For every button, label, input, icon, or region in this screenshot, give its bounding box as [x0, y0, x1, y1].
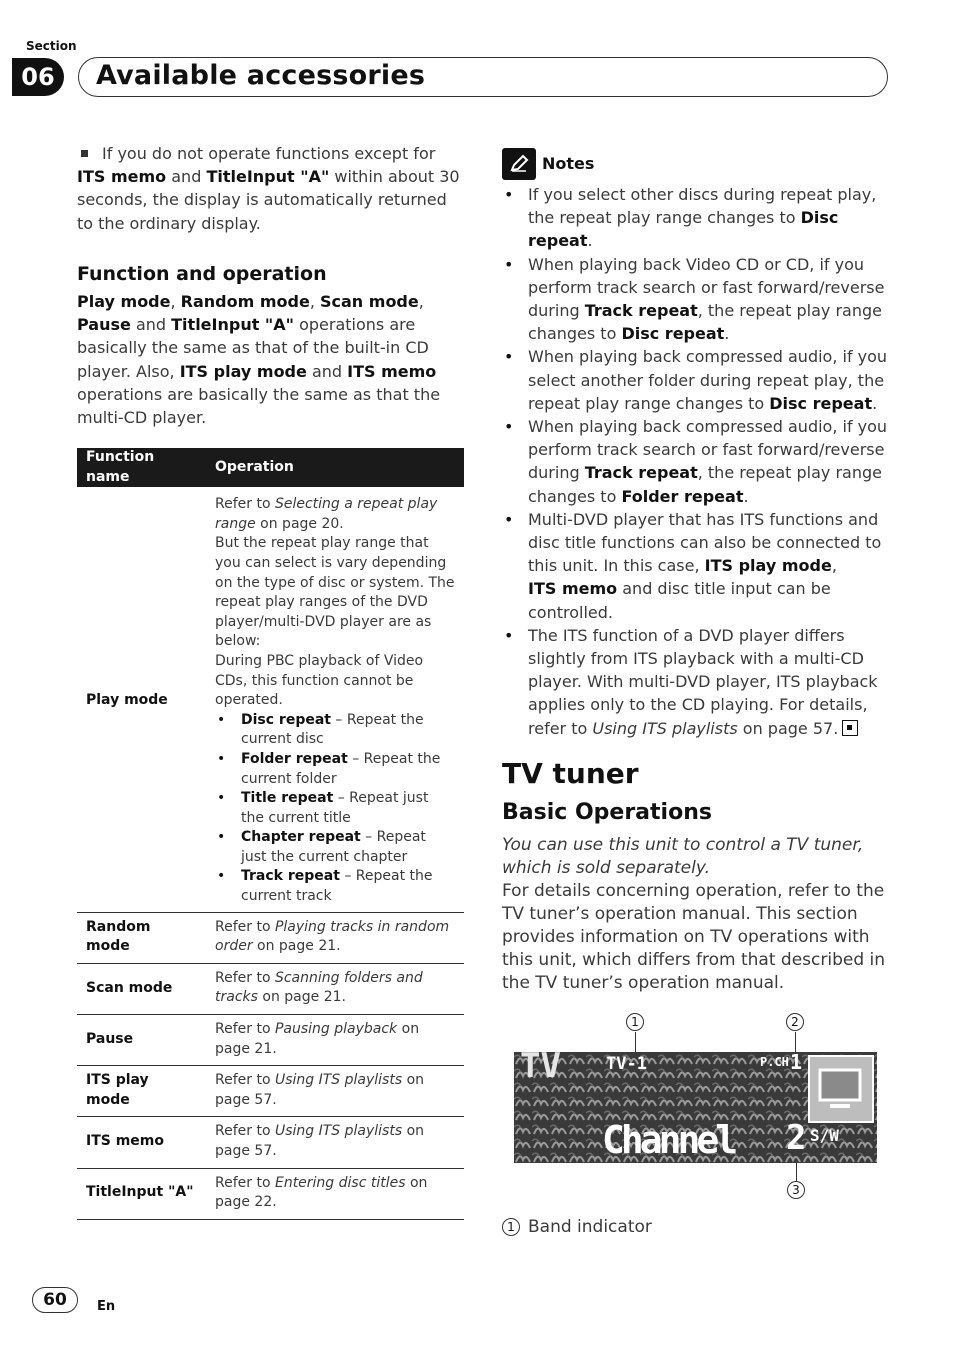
list-item: • Track repeat – Repeat the current track	[215, 867, 455, 906]
table-row	[77, 963, 464, 1014]
callout-2: 2	[786, 1013, 804, 1031]
list-item: • When playing back compressed audio, if you select another folder during repeat play, the repeat play range changes to Disc repeat.	[502, 345, 892, 415]
legend-number: 1	[502, 1218, 520, 1236]
function-table	[77, 448, 464, 1220]
preset-channel-number: 1	[790, 1052, 803, 1074]
repeat-options-list	[215, 711, 455, 907]
callout-1: 1	[626, 1013, 644, 1031]
function-name: Play mode	[77, 487, 206, 912]
section-heading-tv-tuner: TV tuner	[502, 757, 639, 790]
language-label: En	[97, 1299, 116, 1314]
function-heading: Function and operation	[77, 262, 327, 285]
operation-cell: Refer to Entering disc titles on page 22.	[206, 1168, 464, 1219]
function-name: Pause	[77, 1015, 206, 1066]
list-item: • Disc repeat – Repeat the current disc	[215, 711, 455, 750]
subheading-basic-operations: Basic Operations	[502, 800, 712, 825]
callout-line	[635, 1032, 636, 1054]
page-title: Available accessories	[96, 60, 426, 91]
operation-cell: Refer to Scanning folders and tracks on page 21.	[206, 963, 464, 1014]
list-item: • When playing back compressed audio, if you perform track search or fast forward/reverse during Track repeat, the repeat play range changes to Folder repeat.	[502, 415, 892, 508]
band-indicator: TV-1	[606, 1054, 647, 1074]
intro-italic: You can use this unit to control a TV tuner, which is sold separately.	[502, 835, 864, 878]
channel-word: Channel	[602, 1118, 735, 1162]
operation-cell: Refer to Pausing playback on page 21.	[206, 1015, 464, 1066]
table-row	[77, 1015, 464, 1066]
sw-label: S/W	[810, 1126, 839, 1145]
table-row	[77, 487, 464, 912]
table-row	[77, 1168, 464, 1219]
table-header-function: Function name	[77, 448, 206, 487]
callout-3: 3	[787, 1181, 805, 1199]
tv-label: TV	[520, 1052, 561, 1086]
function-name: Scan mode	[77, 963, 206, 1014]
page-number: 60	[32, 1287, 78, 1313]
function-name: TitleInput "A"	[77, 1168, 206, 1219]
pencil-icon	[502, 148, 536, 180]
list-item: • Title repeat – Repeat just the current title	[215, 789, 455, 828]
channel-number: 2	[786, 1118, 807, 1158]
operation-cell: Refer to Using ITS playlists on page 57.	[206, 1066, 464, 1117]
function-name: Random mode	[77, 912, 206, 963]
intro-paragraph: If you do not operate functions except for ITS memo and TitleInput "A" within about 30 seconds, the display is automatically returned to the ordinary display.	[77, 144, 460, 233]
legend-item	[502, 1217, 652, 1237]
table-row	[77, 1066, 464, 1117]
list-item: • Folder repeat – Repeat the current folder	[215, 750, 455, 789]
basic-operations-text	[502, 834, 894, 995]
function-paragraph: Play mode, Random mode, Scan mode, Pause and TitleInput "A" operations are basically the same as that of the built-in CD player. Also, ITS play mode and ITS memo operations are basically the same as that the multi-CD player.	[77, 292, 441, 428]
function-name: ITS memo	[77, 1117, 206, 1168]
notes-section	[502, 148, 892, 740]
list-item: • Chapter repeat – Repeat just the current chapter	[215, 828, 455, 867]
notes-title: Notes	[542, 154, 595, 174]
left-column	[77, 142, 464, 429]
table-row	[77, 912, 464, 963]
preset-channel-label: P.CH	[760, 1055, 789, 1069]
section-label: Section	[26, 39, 77, 53]
operation-cell: Refer to Playing tracks in random order on page 21.	[206, 912, 464, 963]
callout-line	[796, 1160, 797, 1181]
end-mark-icon	[842, 720, 858, 736]
list-item: • If you select other discs during repeat play, the repeat play range changes to Disc repeat.	[502, 183, 892, 253]
tv-display-screen	[514, 1052, 877, 1163]
list-item: • Multi-DVD player that has ITS functions and disc title functions can also be connected to this unit. In this case, ITS play mode, ITS memo and disc title input can be controlled.	[502, 508, 892, 624]
list-item: • The ITS function of a DVD player differs slightly from ITS playback with a multi-CD player. With multi-DVD player, ITS playback applies only to the CD playing. For details, refer to Using ITS playlists on page 57.	[502, 624, 892, 740]
notes-header	[502, 148, 892, 180]
legend-label: Band indicator	[528, 1217, 652, 1237]
square-bullet-icon	[81, 150, 88, 157]
notes-list	[502, 183, 892, 740]
table-header-operation: Operation	[206, 448, 464, 487]
operation-cell: Refer to Using ITS playlists on page 57.	[206, 1117, 464, 1168]
table-row	[77, 1117, 464, 1168]
section-number: 06	[12, 58, 64, 96]
callout-line	[795, 1032, 796, 1054]
body-paragraph: For details concerning operation, refer to the TV tuner’s operation manual. This section provides information on TV operations with this unit, which differs from that described in the TV tuner’s operation manual.	[502, 881, 886, 993]
list-item: • When playing back Video CD or CD, if you perform track search or fast forward/reverse during Track repeat, the repeat play range changes to Disc repeat.	[502, 253, 892, 346]
function-name: ITS play mode	[77, 1066, 206, 1117]
table-header-row	[77, 448, 464, 487]
operation-cell: Refer to Selecting a repeat play range on page 20. But the repeat play range that you can select is vary depending on the type of disc or system. The repeat play ranges of the DVD player/multi-DVD player are as below: During PBC playback of Video CDs, this function cannot be operated. • Disc repeat – Repeat the current disc • Folder repeat – Repeat the current folder • Title repeat – Repeat just the current title • Chapter repeat – Repeat just the current chapter • Track repeat – Repeat the current track	[206, 487, 464, 912]
